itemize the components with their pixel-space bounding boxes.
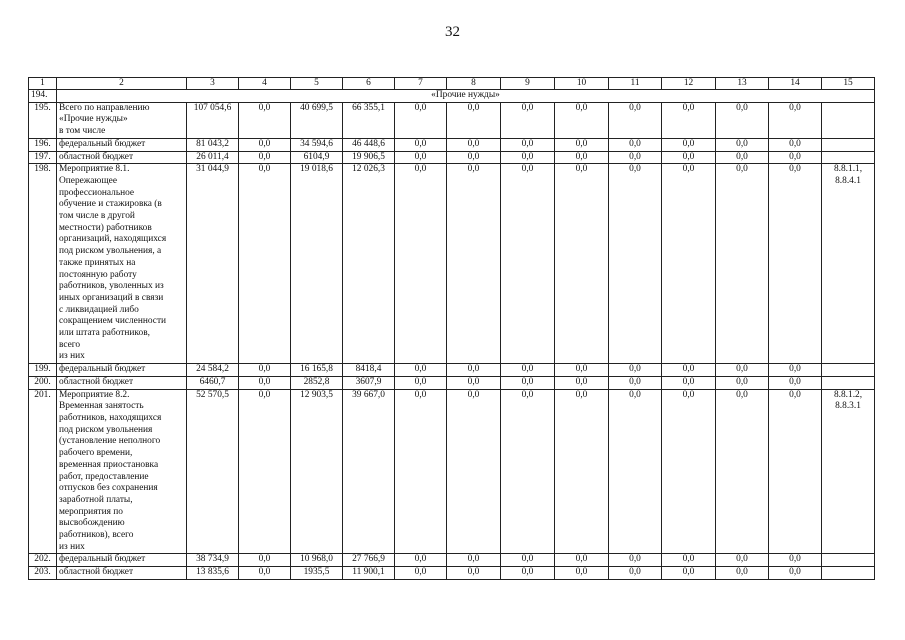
value-cell: 0,0 <box>239 567 291 580</box>
value-cell: 81 043,2 <box>187 138 239 151</box>
table-row <box>29 567 875 580</box>
value-cell: 10 968,0 <box>291 554 343 567</box>
value-cell: 0,0 <box>501 364 555 377</box>
description-line: организаций, находящихся <box>59 234 167 245</box>
value-cell: 0,0 <box>555 554 609 567</box>
value-cell: 0,0 <box>609 364 662 377</box>
page-number: 32 <box>445 24 460 40</box>
value-cell: 19 906,5 <box>343 151 395 164</box>
value-cell: 52 570,5 <box>187 389 239 554</box>
description-line: из них <box>59 351 85 362</box>
table-row <box>29 554 875 567</box>
value-cell: 0,0 <box>609 102 662 138</box>
value-cell: 0,0 <box>447 554 501 567</box>
column-header: 14 <box>769 78 822 90</box>
value-cell: 0,0 <box>239 138 291 151</box>
value-cell: 0,0 <box>501 389 555 554</box>
description-line: сокращением численности <box>59 316 167 327</box>
description-line: также принятых на <box>59 257 136 268</box>
value-cell: 0,0 <box>447 389 501 554</box>
table-row <box>29 138 875 151</box>
reference-line: 8.8.1.2, <box>833 389 863 400</box>
column-header: 1 <box>29 78 57 90</box>
value-cell: 0,0 <box>609 138 662 151</box>
column-header: 7 <box>395 78 447 90</box>
value-cell: 13 835,6 <box>187 567 239 580</box>
value-cell: 0,0 <box>662 138 716 151</box>
description-line: обучение и стажировка (в <box>59 199 162 210</box>
description-line: из них <box>59 541 85 552</box>
row-description <box>57 164 187 364</box>
value-cell: 0,0 <box>555 151 609 164</box>
value-cell: 0,0 <box>239 554 291 567</box>
value-cell: 66 355,1 <box>343 102 395 138</box>
column-header: 9 <box>501 78 555 90</box>
column-header: 13 <box>716 78 769 90</box>
value-cell: 0,0 <box>662 567 716 580</box>
reference-cell <box>822 102 875 138</box>
row-description <box>57 102 187 138</box>
description-line: том числе в другой <box>59 211 135 222</box>
section-title: «Прочие нужды» <box>57 90 875 103</box>
description-line: федеральный бюджет <box>59 138 146 149</box>
table-row <box>29 364 875 377</box>
value-cell: 0,0 <box>716 567 769 580</box>
table-row <box>29 151 875 164</box>
value-cell: 0,0 <box>609 567 662 580</box>
column-header: 3 <box>187 78 239 90</box>
value-cell: 0,0 <box>555 364 609 377</box>
row-number: 203. <box>29 567 57 580</box>
row-description <box>57 567 187 580</box>
description-line: временная приостановка <box>59 459 159 470</box>
table-row <box>29 376 875 389</box>
value-cell: 8418,4 <box>343 364 395 377</box>
reference-line: 8.8.1.1, <box>833 164 863 175</box>
description-line: федеральный бюджет <box>59 364 146 375</box>
description-line: областной бюджет <box>59 151 134 162</box>
description-line: всего <box>59 339 81 350</box>
description-line: высвобождению <box>59 518 125 529</box>
value-cell: 0,0 <box>769 151 822 164</box>
value-cell: 0,0 <box>395 364 447 377</box>
column-header: 10 <box>555 78 609 90</box>
value-cell: 0,0 <box>662 389 716 554</box>
value-cell: 0,0 <box>555 102 609 138</box>
value-cell: 0,0 <box>501 554 555 567</box>
value-cell: 0,0 <box>395 138 447 151</box>
column-header-row <box>29 78 875 90</box>
value-cell: 0,0 <box>716 554 769 567</box>
value-cell: 107 054,6 <box>187 102 239 138</box>
description-line: профессиональное <box>59 187 135 198</box>
value-cell: 0,0 <box>716 164 769 364</box>
budget-table <box>28 77 875 580</box>
description-line: Мероприятие 8.1. <box>59 164 130 175</box>
value-cell: 0,0 <box>501 151 555 164</box>
value-cell: 0,0 <box>555 164 609 364</box>
value-cell: 0,0 <box>769 364 822 377</box>
description-line: Всего по направлению <box>59 102 150 113</box>
value-cell: 0,0 <box>716 389 769 554</box>
row-number: 196. <box>29 138 57 151</box>
row-description <box>57 376 187 389</box>
value-cell: 0,0 <box>716 138 769 151</box>
value-cell: 1935,5 <box>291 567 343 580</box>
description-line: заработной платы, <box>59 494 133 505</box>
description-line: работников), всего <box>59 530 134 541</box>
description-line: под риском увольнения, а <box>59 246 162 257</box>
value-cell: 6104,9 <box>291 151 343 164</box>
column-header: 6 <box>343 78 395 90</box>
column-header: 15 <box>822 78 875 90</box>
description-line: под риском увольнения <box>59 424 153 435</box>
value-cell: 0,0 <box>662 102 716 138</box>
value-cell: 0,0 <box>769 376 822 389</box>
description-line: областной бюджет <box>59 567 134 578</box>
reference-cell <box>822 138 875 151</box>
row-description <box>57 138 187 151</box>
value-cell: 0,0 <box>555 389 609 554</box>
reference-cell <box>822 567 875 580</box>
value-cell: 0,0 <box>555 567 609 580</box>
value-cell: 11 900,1 <box>343 567 395 580</box>
row-number: 199. <box>29 364 57 377</box>
reference-cell <box>822 364 875 377</box>
description-line: (установление неполного <box>59 436 161 447</box>
value-cell: 34 594,6 <box>291 138 343 151</box>
value-cell: 0,0 <box>395 102 447 138</box>
row-description <box>57 554 187 567</box>
value-cell: 0,0 <box>447 138 501 151</box>
row-number: 198. <box>29 164 57 364</box>
table-row <box>29 102 875 138</box>
column-header: 11 <box>609 78 662 90</box>
value-cell: 3607,9 <box>343 376 395 389</box>
value-cell: 0,0 <box>662 164 716 364</box>
row-number: 195. <box>29 102 57 138</box>
value-cell: 0,0 <box>501 164 555 364</box>
value-cell: 0,0 <box>239 164 291 364</box>
value-cell: 0,0 <box>662 151 716 164</box>
description-line: федеральный бюджет <box>59 554 146 565</box>
description-line: иных организаций в связи <box>59 292 164 303</box>
table-row <box>29 164 875 364</box>
value-cell: 0,0 <box>239 364 291 377</box>
table-body <box>29 78 875 580</box>
value-cell: 0,0 <box>447 151 501 164</box>
value-cell: 0,0 <box>769 164 822 364</box>
value-cell: 24 584,2 <box>187 364 239 377</box>
value-cell: 0,0 <box>609 554 662 567</box>
description-line: работ, предоставление <box>59 471 149 482</box>
reference-cell <box>822 151 875 164</box>
value-cell: 0,0 <box>395 376 447 389</box>
reference-cell <box>822 164 875 364</box>
value-cell: 12 903,5 <box>291 389 343 554</box>
column-header: 5 <box>291 78 343 90</box>
value-cell: 0,0 <box>662 376 716 389</box>
value-cell: 6460,7 <box>187 376 239 389</box>
description-line: рабочего времени, <box>59 448 133 459</box>
value-cell: 0,0 <box>447 376 501 389</box>
value-cell: 0,0 <box>447 364 501 377</box>
value-cell: 0,0 <box>769 102 822 138</box>
value-cell: 16 165,8 <box>291 364 343 377</box>
description-line: или штата работников, <box>59 328 150 339</box>
column-header: 4 <box>239 78 291 90</box>
row-number: 197. <box>29 151 57 164</box>
column-header: 2 <box>57 78 187 90</box>
value-cell: 0,0 <box>239 389 291 554</box>
value-cell: 0,0 <box>716 102 769 138</box>
description-line: отпусков без сохранения <box>59 483 158 494</box>
value-cell: 0,0 <box>501 138 555 151</box>
description-line: «Прочие нужды» <box>59 114 128 125</box>
description-line: мероприятия по <box>59 506 123 517</box>
value-cell: 46 448,6 <box>343 138 395 151</box>
row-number: 202. <box>29 554 57 567</box>
table-row <box>29 389 875 554</box>
value-cell: 0,0 <box>501 376 555 389</box>
value-cell: 0,0 <box>716 364 769 377</box>
value-cell: 0,0 <box>501 102 555 138</box>
reference-cell <box>822 389 875 554</box>
row-number: 194. <box>29 90 57 103</box>
column-header: 8 <box>447 78 501 90</box>
description-line: с ликвидацией либо <box>59 304 139 315</box>
value-cell: 0,0 <box>395 567 447 580</box>
value-cell: 0,0 <box>769 138 822 151</box>
value-cell: 0,0 <box>555 138 609 151</box>
value-cell: 0,0 <box>662 554 716 567</box>
value-cell: 0,0 <box>609 389 662 554</box>
description-line: Мероприятие 8.2. <box>59 389 130 400</box>
value-cell: 0,0 <box>447 567 501 580</box>
value-cell: 0,0 <box>395 164 447 364</box>
value-cell: 0,0 <box>769 554 822 567</box>
value-cell: 38 734,9 <box>187 554 239 567</box>
value-cell: 0,0 <box>239 376 291 389</box>
value-cell: 0,0 <box>239 102 291 138</box>
description-line: работников, находящихся <box>59 412 162 423</box>
value-cell: 19 018,6 <box>291 164 343 364</box>
value-cell: 0,0 <box>769 567 822 580</box>
description-line: местности) работников <box>59 222 152 233</box>
value-cell: 12 026,3 <box>343 164 395 364</box>
value-cell: 0,0 <box>447 102 501 138</box>
row-number: 201. <box>29 389 57 554</box>
value-cell: 0,0 <box>769 389 822 554</box>
section-row <box>29 90 875 103</box>
value-cell: 0,0 <box>447 164 501 364</box>
value-cell: 27 766,9 <box>343 554 395 567</box>
row-description <box>57 364 187 377</box>
value-cell: 31 044,9 <box>187 164 239 364</box>
description-line: в том числе <box>59 126 106 137</box>
row-description <box>57 151 187 164</box>
value-cell: 0,0 <box>609 151 662 164</box>
value-cell: 0,0 <box>239 151 291 164</box>
value-cell: 40 699,5 <box>291 102 343 138</box>
reference-cell <box>822 554 875 567</box>
value-cell: 0,0 <box>716 151 769 164</box>
value-cell: 0,0 <box>501 567 555 580</box>
description-line: областной бюджет <box>59 376 134 387</box>
value-cell: 0,0 <box>395 554 447 567</box>
value-cell: 0,0 <box>609 376 662 389</box>
value-cell: 0,0 <box>609 164 662 364</box>
value-cell: 39 667,0 <box>343 389 395 554</box>
value-cell: 0,0 <box>716 376 769 389</box>
reference-cell <box>822 376 875 389</box>
description-line: постоянную работу <box>59 269 137 280</box>
column-header: 12 <box>662 78 716 90</box>
value-cell: 2852,8 <box>291 376 343 389</box>
row-number: 200. <box>29 376 57 389</box>
reference-line: 8.8.3.1 <box>835 401 861 412</box>
value-cell: 0,0 <box>395 389 447 554</box>
description-line: работников, уволенных из <box>59 281 164 292</box>
value-cell: 26 011,4 <box>187 151 239 164</box>
description-line: Опережающее <box>59 175 117 186</box>
row-description <box>57 389 187 554</box>
value-cell: 0,0 <box>395 151 447 164</box>
value-cell: 0,0 <box>555 376 609 389</box>
reference-line: 8.8.4.1 <box>835 175 861 186</box>
value-cell: 0,0 <box>662 364 716 377</box>
description-line: Временная занятость <box>59 401 144 412</box>
